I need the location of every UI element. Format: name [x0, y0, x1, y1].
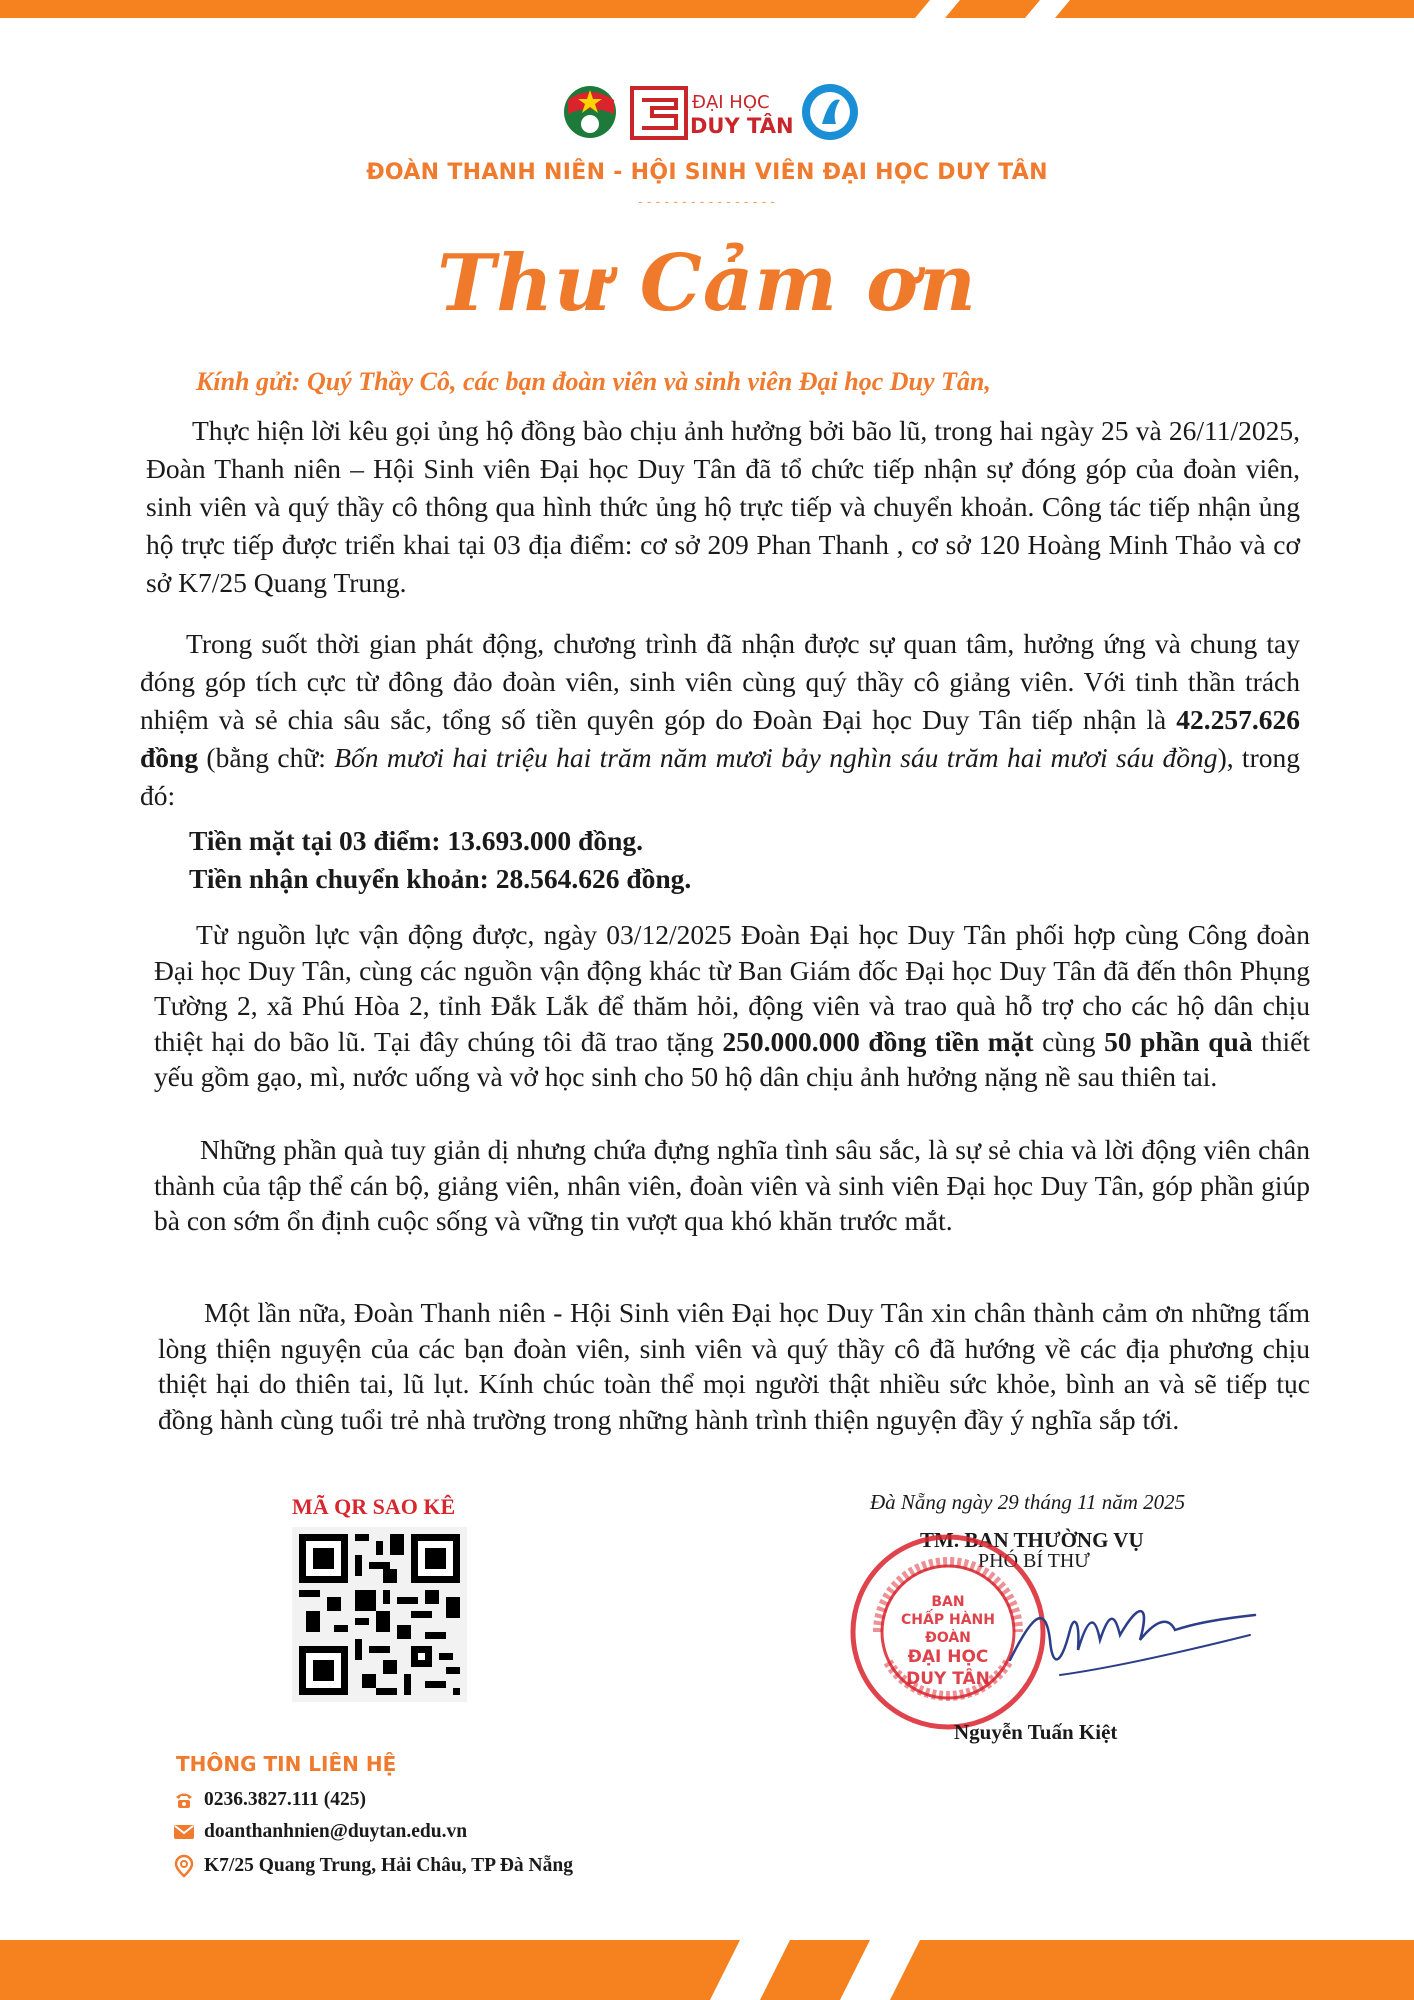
contact-address[interactable] — [172, 1854, 573, 1878]
bottom-decorative-band — [0, 1940, 1414, 2000]
youth-union-logo — [564, 86, 616, 138]
paragraph-3-text-a: Từ nguồn lực vận động được, ngày 03/12/2025 Đoàn Đại học Duy Tân phối hợp cùng Công đoàn Đại học Duy Tân, cùng các nguồn vận động khác từ Ban Giám đốc Đại học Duy Tân đã đến thôn Phụng Tường 2, xã Phú Hòa 2, tỉnh Đắk Lắk để thăm hỏi, động viên và trao quà hỗ trợ cho các hộ dân chịu thiệt hại do bão lũ. Tại đây chúng tôi đã trao tặng — [154, 919, 1310, 1057]
signatory-name: Nguyễn Tuấn Kiệt — [954, 1720, 1118, 1744]
paragraph-5: Một lần nữa, Đoàn Thanh niên - Hội Sinh viên Đại học Duy Tân xin chân thành cảm ơn những tấm lòng thiện nguyện của các bạn đoàn viên, sinh viên và quý thầy cô đã hướng về các địa phương chịu thiệt hại do thiên tai, lũ lụt. Kính chúc toàn thể mọi người thật nhiều sức khỏe, bình an và sẽ tiếp tục đồng hành cùng tuổi trẻ nhà trường trong những hành trình thiện nguyện đầy ý nghĩa sắp tới. — [158, 1297, 1310, 1435]
svg-text:ĐẠI HỌC: ĐẠI HỌC — [692, 92, 770, 113]
contact-heading: THÔNG TIN LIÊN HỆ — [176, 1752, 397, 1776]
paragraph-2-text-a: Trong suốt thời gian phát động, chương trình đã nhận được sự quan tâm, hưởng ứng và chung tay đóng góp tích cực từ đông đảo đoàn viên, sinh viên cùng quý thầy cô giảng viên. Với tinh thần trách nhiệm và sẻ chia sâu sắc, tổng số tiền quyên góp do Đoàn Đại học Duy Tân tiếp nhận là — [140, 628, 1300, 735]
header-divider: ---------------- — [636, 195, 778, 210]
svg-text:BAN: BAN — [931, 1594, 965, 1610]
contact-email[interactable] — [172, 1820, 467, 1844]
student-association-logo — [802, 84, 858, 140]
paragraph-3-text-c: thiết yếu gồm gạo, mì, nước uống và vở học sinh cho 50 hộ dân chịu ảnh hưởng nặng nề sau thiên tai. — [154, 1025, 1310, 1092]
qr-code[interactable] — [292, 1527, 467, 1702]
duy-tan-logo — [632, 88, 794, 138]
total-amount: 42.257.626 đồng — [140, 704, 1300, 773]
map-pin-icon — [172, 1854, 196, 1878]
cash-item: Tiền mặt tại 03 điểm: 13.693.000 đồng. — [189, 825, 644, 856]
email-address: doanthanhnien@duytan.edu.vn — [204, 1821, 468, 1842]
cash-donated: 250.000.000 đồng tiền mặt — [722, 1025, 1034, 1057]
phone-icon — [172, 1788, 196, 1812]
svg-text:DUY TÂN: DUY TÂN — [690, 114, 794, 138]
paragraph-1: Thực hiện lời kêu gọi ủng hộ đồng bào chịu ảnh hưởng bởi bão lũ, trong hai ngày 25 và 26/11/2025, Đoàn Thanh niên – Hội Sinh viên Đại học Duy Tân đã tổ chức tiếp nhận sự đóng góp của đoàn viên, sinh viên và quý thầy cô thông qua hình thức ủng hộ trực tiếp và chuyển khoản. Công tác tiếp nhận ủng hộ trực tiếp được triển khai tại 03 địa điểm: cơ sở 209 Phan Thanh , cơ sở 120 Hoàng Minh Thảo và cơ sở K7/25 Quang Trung. — [146, 415, 1300, 598]
paragraph-2-text-c: ), trong đó: — [140, 742, 1300, 811]
qr-label: MÃ QR SAO KÊ — [292, 1494, 456, 1519]
paragraph-2-text-b: (bằng chữ: — [198, 742, 335, 773]
svg-text:CHẤP HÀNH: CHẤP HÀNH — [901, 1612, 995, 1628]
handwritten-signature — [1000, 1580, 1260, 1690]
top-decorative-band — [0, 0, 1414, 18]
transfer-item: Tiền nhận chuyển khoản: 28.564.626 đồng. — [189, 863, 692, 894]
signing-date: Đà Nẵng ngày 29 tháng 11 năm 2025 — [870, 1490, 1186, 1514]
signatory-title: TM. BAN THƯỜNG VỤ — [920, 1528, 1144, 1552]
paragraph-3-text-b: cùng — [1033, 1025, 1105, 1057]
signatory-position: PHÓ BÍ THƯ — [978, 1550, 1090, 1572]
salutation: Kính gửi: Quý Thầy Cô, các bạn đoàn viên và sinh viên Đại học Duy Tân, — [196, 367, 991, 396]
contact-phone[interactable] — [172, 1788, 366, 1812]
mail-icon — [172, 1820, 196, 1844]
phone-number: 0236.3827.111 (425) — [204, 1789, 366, 1810]
paragraph-4: Những phần quà tuy giản dị nhưng chứa đựng nghĩa tình sâu sắc, là sự sẻ chia và lời động viên chân thành của tập thể cán bộ, giảng viên, nhân viên, đoàn viên và sinh viên Đại học Duy Tân, góp phần giúp bà con sớm ổn định cuộc sống và vững tin vượt qua khó khăn trước mắt. — [154, 1134, 1310, 1236]
gifts-donated: 50 phần quà — [1104, 1025, 1253, 1057]
paragraph-3 — [154, 917, 1310, 1095]
letter-title: Thư Cảm ơn — [437, 238, 977, 329]
svg-text:DUY TÂN: DUY TÂN — [906, 1669, 990, 1689]
paragraph-2 — [140, 625, 1300, 815]
organization-name: ĐOÀN THANH NIÊN - HỘI SINH VIÊN ĐẠI HỌC DUY TÂN — [366, 160, 1048, 185]
svg-text:ĐẠI HỌC: ĐẠI HỌC — [907, 1647, 989, 1667]
svg-text:ĐOÀN: ĐOÀN — [925, 1630, 971, 1646]
header-logos — [560, 78, 860, 144]
street-address: K7/25 Quang Trung, Hải Châu, TP Đà Nẵng — [204, 1855, 573, 1876]
amount-in-words: Bốn mươi hai triệu hai trăm năm mươi bảy nghìn sáu trăm hai mươi sáu đồng — [334, 742, 1218, 773]
